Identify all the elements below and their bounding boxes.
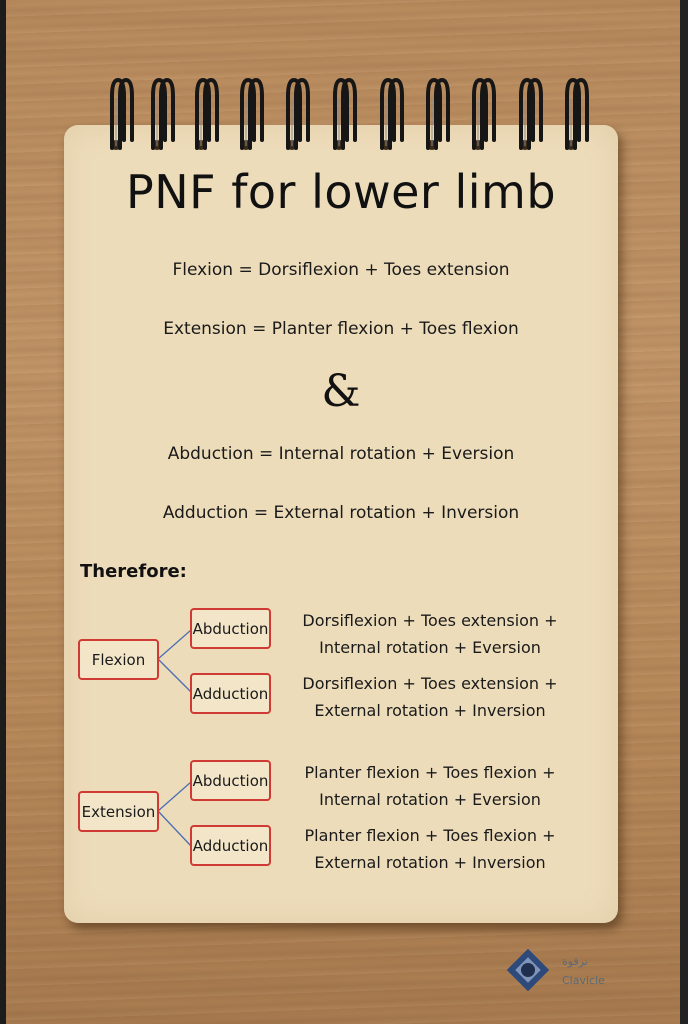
root-box-flexion: Flexion bbox=[78, 639, 159, 680]
combo-extension-abduction bbox=[290, 759, 570, 813]
definition-abduction: Abduction = Internal rotation + Eversion bbox=[167, 444, 515, 464]
binding-ring bbox=[426, 80, 448, 150]
combo-line: Internal rotation + Eversion bbox=[319, 638, 541, 657]
branch-box-flexion-adduction: Adduction bbox=[190, 673, 271, 714]
combo-line: External rotation + Inversion bbox=[314, 853, 546, 872]
branch-box-flexion-abduction: Abduction bbox=[190, 608, 271, 649]
binding-ring bbox=[240, 80, 262, 150]
binding-ring bbox=[195, 80, 217, 150]
binding-ring bbox=[286, 80, 308, 150]
branch-box-extension-abduction: Abduction bbox=[190, 760, 271, 801]
combo-line: Dorsiflexion + Toes extension + bbox=[302, 611, 558, 630]
spiral-binding bbox=[0, 0, 688, 160]
combo-line: Internal rotation + Eversion bbox=[319, 790, 541, 809]
binding-ring bbox=[565, 80, 587, 150]
branch-box-extension-adduction: Adduction bbox=[190, 825, 271, 866]
logo-arabic-text: ترقوة bbox=[562, 955, 588, 968]
combo-flexion-adduction bbox=[290, 670, 570, 724]
combo-line: Dorsiflexion + Toes extension + bbox=[302, 674, 558, 693]
binding-ring bbox=[110, 80, 132, 150]
root-box-extension: Extension bbox=[78, 791, 159, 832]
therefore-heading: Therefore: bbox=[80, 561, 187, 582]
binding-ring bbox=[151, 80, 173, 150]
binding-ring bbox=[380, 80, 402, 150]
definition-adduction: Adduction = External rotation + Inversion bbox=[162, 503, 520, 523]
binding-ring bbox=[472, 80, 494, 150]
combo-line: External rotation + Inversion bbox=[314, 701, 546, 720]
definition-flexion: Flexion = Dorsiflexion + Toes extension bbox=[172, 260, 510, 280]
definition-extension: Extension = Planter flexion + Toes flexion bbox=[163, 319, 519, 339]
clavicle-logo-icon bbox=[505, 945, 615, 1000]
binding-ring bbox=[333, 80, 355, 150]
combo-line: Planter flexion + Toes flexion + bbox=[304, 826, 556, 845]
ampersand: & bbox=[321, 366, 361, 417]
page-title: PNF for lower limb bbox=[125, 165, 557, 219]
binding-ring bbox=[519, 80, 541, 150]
logo-latin-text: Clavicle bbox=[562, 974, 605, 987]
combo-flexion-abduction bbox=[290, 607, 570, 661]
combo-line: Planter flexion + Toes flexion + bbox=[304, 763, 556, 782]
combo-extension-adduction bbox=[290, 822, 570, 876]
